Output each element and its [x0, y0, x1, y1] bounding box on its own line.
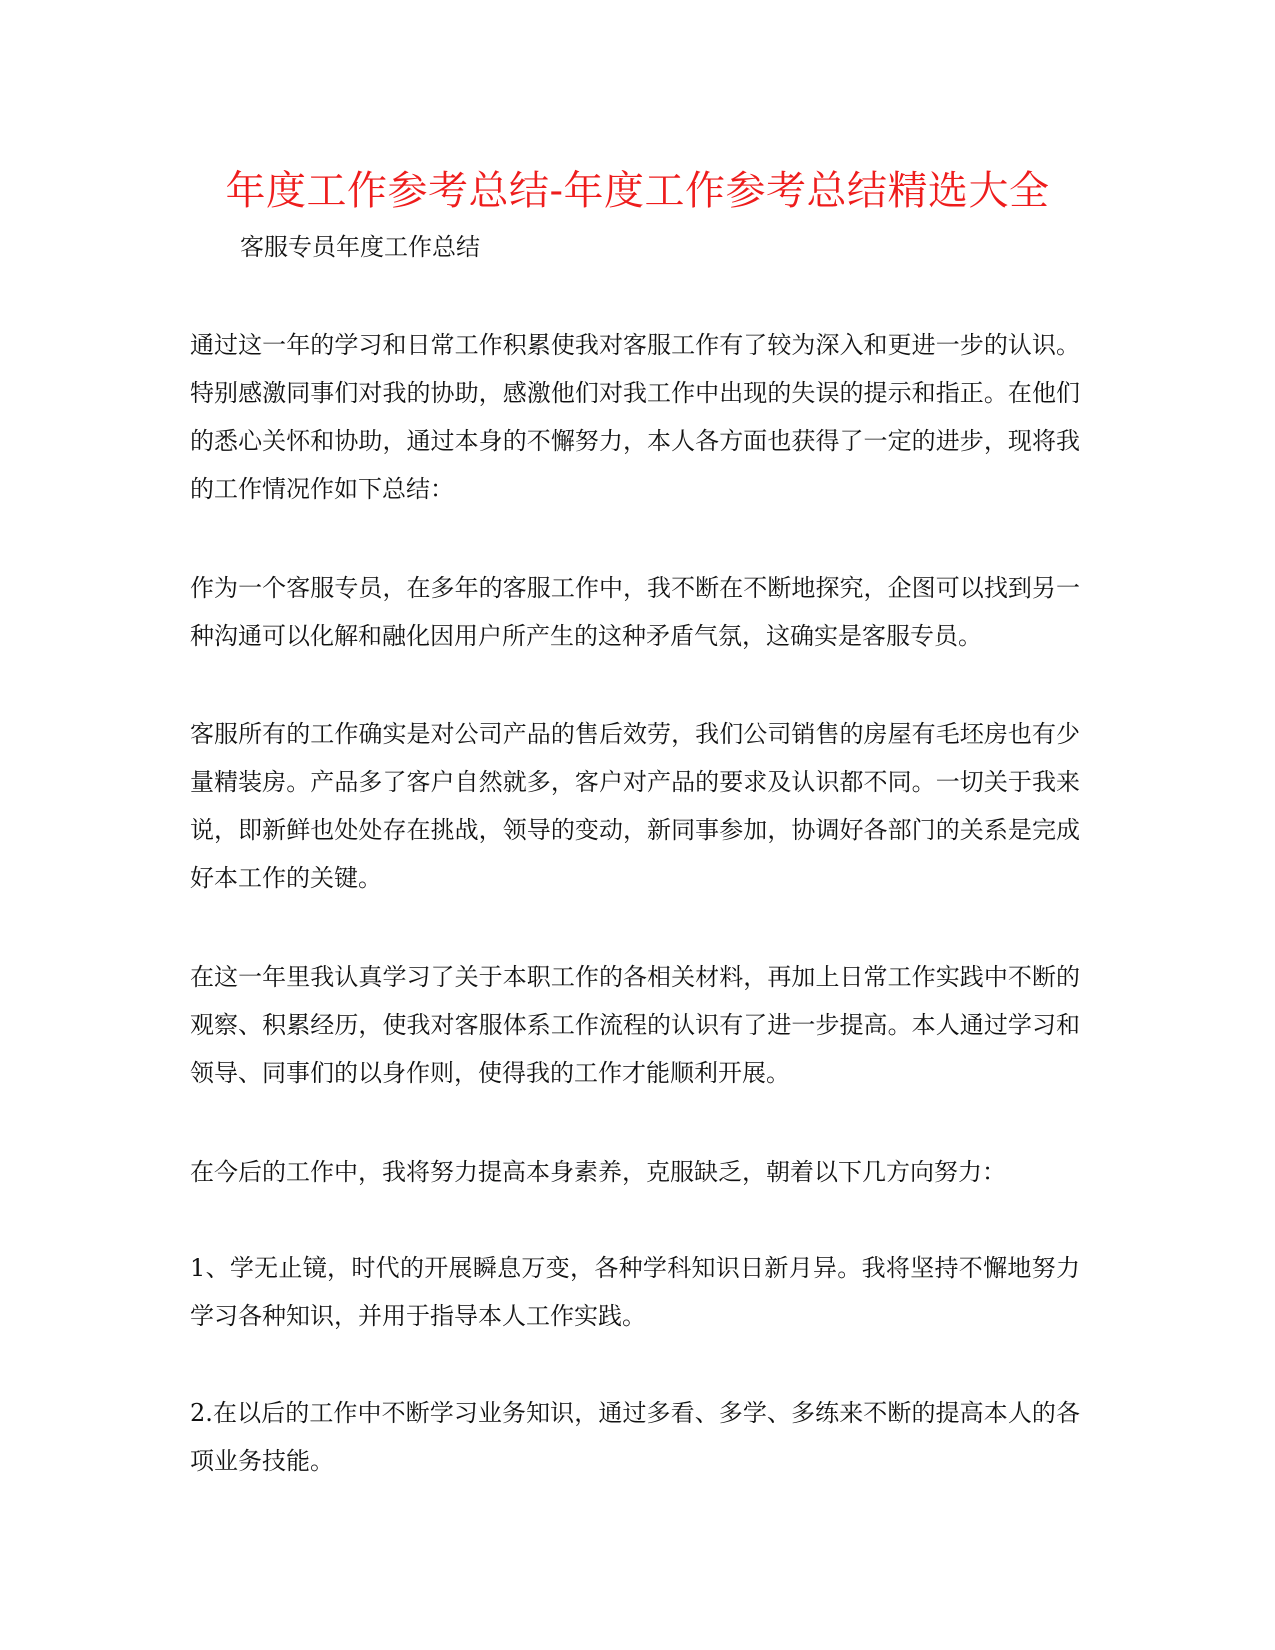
paragraph-role: 作为一个客服专员，在多年的客服工作中，我不断在不断地探究，企图可以找到另一种沟通可以化解和融化因用户所产生的这种矛盾气氛，这确实是客服专员。: [190, 574, 1080, 650]
paragraph-learning: 在这一年里我认真学习了关于本职工作的各相关材料，再加上日常工作实践中不断的观察、积累经历，使我对客服体系工作流程的认识有了进一步提高。本人通过学习和领导、同事们的以身作则，使得我的工作才能顺利开展。: [190, 963, 1080, 1087]
document-subtitle: 客服专员年度工作总结: [240, 233, 480, 261]
paragraph-item-1: 1、学无止镜，时代的开展瞬息万变，各种学科知识日新月异。我将坚持不懈地努力学习各种知识，并用于指导本人工作实践。: [190, 1254, 1080, 1330]
paragraph-future: 在今后的工作中，我将努力提高本身素养，克服缺乏，朝着以下几方向努力：: [190, 1158, 1006, 1186]
document-title: 年度工作参考总结-年度工作参考总结精选大全: [225, 168, 1050, 214]
paragraph-intro: 通过这一年的学习和日常工作积累使我对客服工作有了较为深入和更进一步的认识。特别感激同事们对我的协助，感激他们对我工作中出现的失误的提示和指正。在他们的悉心关怀和协助，通过本身的不懈努力，本人各方面也获得了一定的进步，现将我的工作情况作如下总结：: [190, 331, 1080, 503]
paragraph-item-2: 2.在以后的工作中不断学习业务知识，通过多看、多学、多练来不断的提高本人的各项业务技能。: [190, 1399, 1080, 1475]
paragraph-service: 客服所有的工作确实是对公司产品的售后效劳，我们公司销售的房屋有毛坯房也有少量精装房。产品多了客户自然就多，客户对产品的要求及认识都不同。一切关于我来说，即新鲜也处处存在挑战，领导的变动，新同事参加，协调好各部门的关系是完成好本工作的关键。: [190, 720, 1080, 892]
